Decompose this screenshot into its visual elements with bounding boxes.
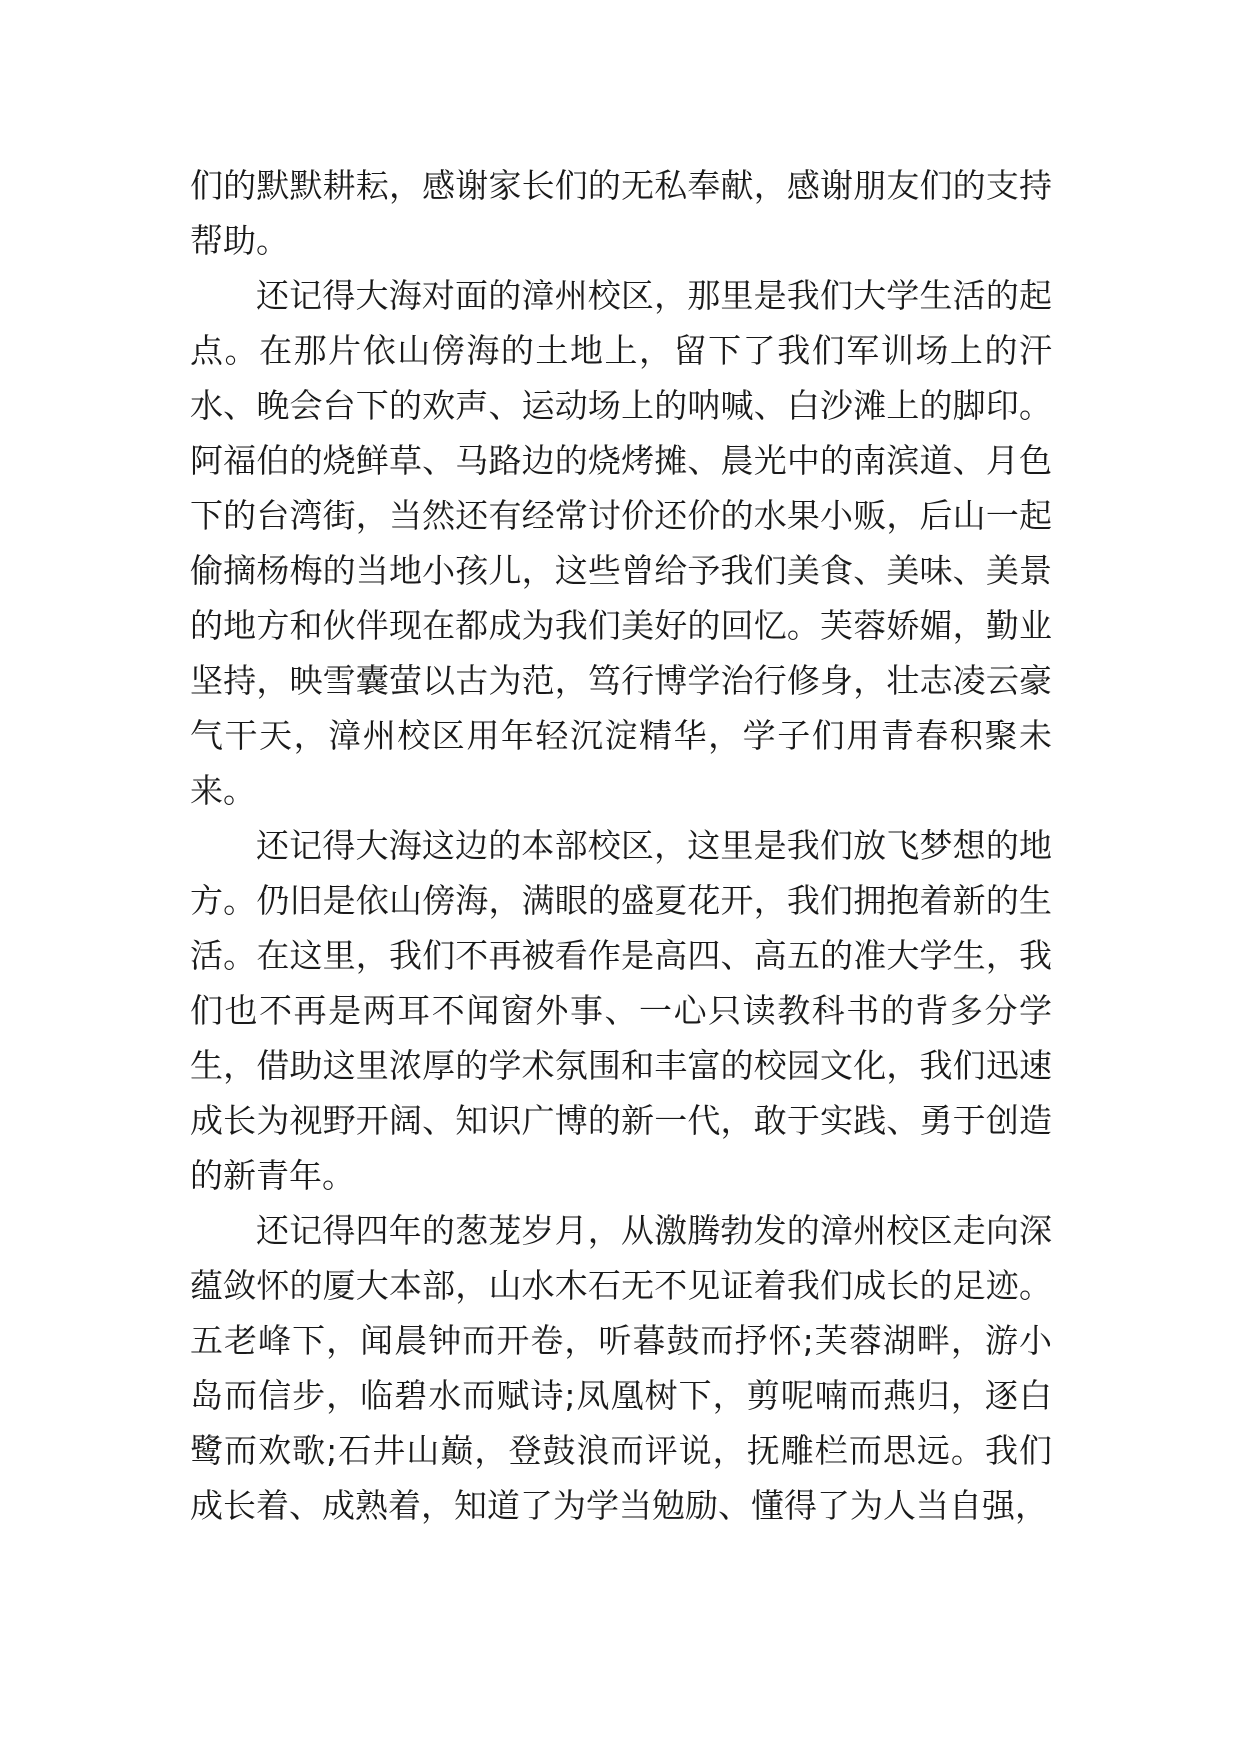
paragraph-continuation: 们的默默耕耘，感谢家长们的无私奉献，感谢朋友们的支持帮助。 — [190, 166, 1052, 260]
paragraph-four-years: 还记得四年的葱茏岁月，从激腾勃发的漳州校区走向深蕴敛怀的厦大本部，山水木石无不见证着我们成长的足迹。五老峰下，闻晨钟而开卷，听暮鼓而抒怀;芙蓉湖畔，游小岛而信步，临碧水而赋诗;凤凰树下，剪呢喃而燕归，逐白鹭而欢歌;石井山巅，登鼓浪而评说，抚雕栏而思远。我们成长着、成熟着，知道了为学当勉励、懂得了为人当自强， — [190, 1211, 1052, 1525]
paragraph-zhangzhou-campus: 还记得大海对面的漳州校区，那里是我们大学生活的起点。在那片依山傍海的土地上，留下了我们军训场上的汗水、晚会台下的欢声、运动场上的呐喊、白沙滩上的脚印。阿福伯的烧鲜草、马路边的烧烤摊、晨光中的南滨道、月色下的台湾街，当然还有经常讨价还价的水果小贩，后山一起偷摘杨梅的当地小孩儿，这些曾给予我们美食、美味、美景的地方和伙伴现在都成为我们美好的回忆。芙蓉娇媚，勤业坚持，映雪囊萤以古为范，笃行博学治行修身，壮志凌云豪气干天，漳州校区用年轻沉淀精华，学子们用青春积聚未来。 — [190, 276, 1052, 810]
document-body — [190, 158, 1052, 1533]
paragraph-main-campus: 还记得大海这边的本部校区，这里是我们放飞梦想的地方。仍旧是依山傍海，满眼的盛夏花开，我们拥抱着新的生活。在这里，我们不再被看作是高四、高五的准大学生，我们也不再是两耳不闻窗外事、一心只读教科书的背多分学生，借助这里浓厚的学术氛围和丰富的校园文化，我们迅速成长为视野开阔、知识广博的新一代，敢于实践、勇于创造的新青年。 — [190, 826, 1052, 1195]
